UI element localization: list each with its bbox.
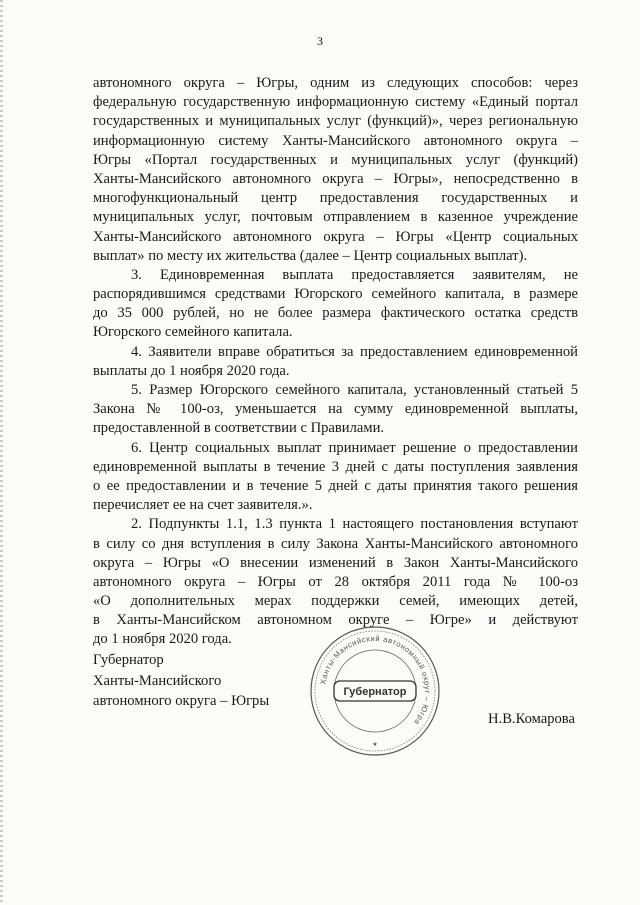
paragraph-line: до 35 000 рублей, но не более размера фактического остатка средств: [93, 305, 578, 322]
paragraph-line: округа – Югры «О внесении изменений в Закон Ханты-Мансийского: [93, 554, 578, 571]
paragraph-line: 2. Подпункты 1.1, 1.3 пункта 1 настоящего постановления вступают: [131, 516, 578, 533]
paragraph-line: выплат» по месту их жительства (далее – Центр социальных выплат).: [93, 247, 528, 264]
signatory-position: [93, 650, 269, 712]
paragraph-line: единовременной выплаты в течение 3 дней с даты поступления заявления: [93, 458, 578, 475]
paragraph-line: Югры «Портал государственных и муниципальных услуг (функций): [93, 151, 578, 168]
paragraph-line: муниципальных услуг, почтовым отправлением в казенное учреждение: [93, 209, 578, 226]
paragraph-line: Закона № 100-оз, уменьшается на сумму единовременной выплаты,: [93, 401, 578, 418]
signatory-position-line: Губернатор: [93, 652, 164, 668]
paragraph-line: государственных и муниципальных услуг (функций)», через региональную: [93, 113, 578, 130]
paragraph-line: предоставленной в соответствии с Правилами.: [93, 420, 385, 437]
paragraph-line: до 1 ноября 2020 года.: [93, 631, 232, 648]
paragraph: [93, 343, 578, 381]
document-body: [93, 74, 578, 650]
paragraph-line: 4. Заявители вправе обратиться за предоставлением единовременной: [131, 343, 578, 360]
paragraph-line: автономного округа – Югры от 28 октября 2011 года № 100-оз: [93, 573, 578, 590]
paragraph-line: Ханты-Мансийского автономного округа – Югры «Центр социальных: [93, 228, 578, 245]
scan-edge: [0, 0, 3, 905]
paragraph: [93, 439, 578, 516]
paragraph-line: 5. Размер Югорского семейного капитала, установленный статьей 5: [131, 382, 578, 398]
seal-ring-text: Ханты-Мансийский автономный округ – Югра: [318, 633, 433, 727]
paragraph: [93, 381, 578, 439]
paragraph-line: выплаты до 1 ноября 2020 года.: [93, 362, 290, 379]
paragraph-line: Югорского семейного капитала.: [93, 324, 293, 341]
paragraph-line: Ханты-Мансийского автономного округа – Югры», непосредственно в: [93, 170, 578, 187]
paragraph-line: федеральную государственную информационную систему «Единый портал: [93, 94, 578, 111]
signatory-position-line: автономного округа – Югры: [93, 693, 270, 709]
paragraph-line: автономного округа – Югры, одним из следующих способов: через: [93, 75, 578, 91]
paragraph-line: 6. Центр социальных выплат принимает решение о предоставлении: [131, 439, 578, 456]
paragraph-line: в силу со дня вступления в силу Закона Ханты-Мансийского автономного: [93, 535, 578, 552]
page-number: 3: [317, 34, 323, 48]
paragraph-line: 3. Единовременная выплата предоставляется заявителям, не: [131, 266, 578, 283]
seal-star-icon: ★: [372, 742, 378, 748]
paragraph: [93, 74, 578, 266]
paragraph: [93, 266, 578, 343]
seal-center-text: Губернатор: [343, 686, 407, 698]
signatory-name: Н.В.Комарова: [488, 711, 575, 727]
paragraph-line: перечисляет ее на счет заявителя.».: [93, 497, 313, 514]
paragraph-line: о ее предоставлении и в течение 5 дней с даты принятия такого решения: [93, 477, 578, 494]
paragraph-line: распорядившимся средствами Югорского семейного капитала, в размере: [93, 286, 578, 303]
paragraph-line: «О дополнительных мерах поддержки семей, имеющих детей,: [93, 593, 578, 610]
paragraph-line: многофункциональный центр предоставления государственных и: [93, 190, 578, 207]
signatory-position-line: Ханты-Мансийского: [93, 672, 222, 689]
paragraph-line: в Ханты-Мансийском автономном округе – Югре» и действуют: [93, 612, 578, 629]
official-seal: [308, 624, 442, 758]
paragraph-line: информационную систему Ханты-Мансийского автономного округа –: [93, 132, 578, 149]
